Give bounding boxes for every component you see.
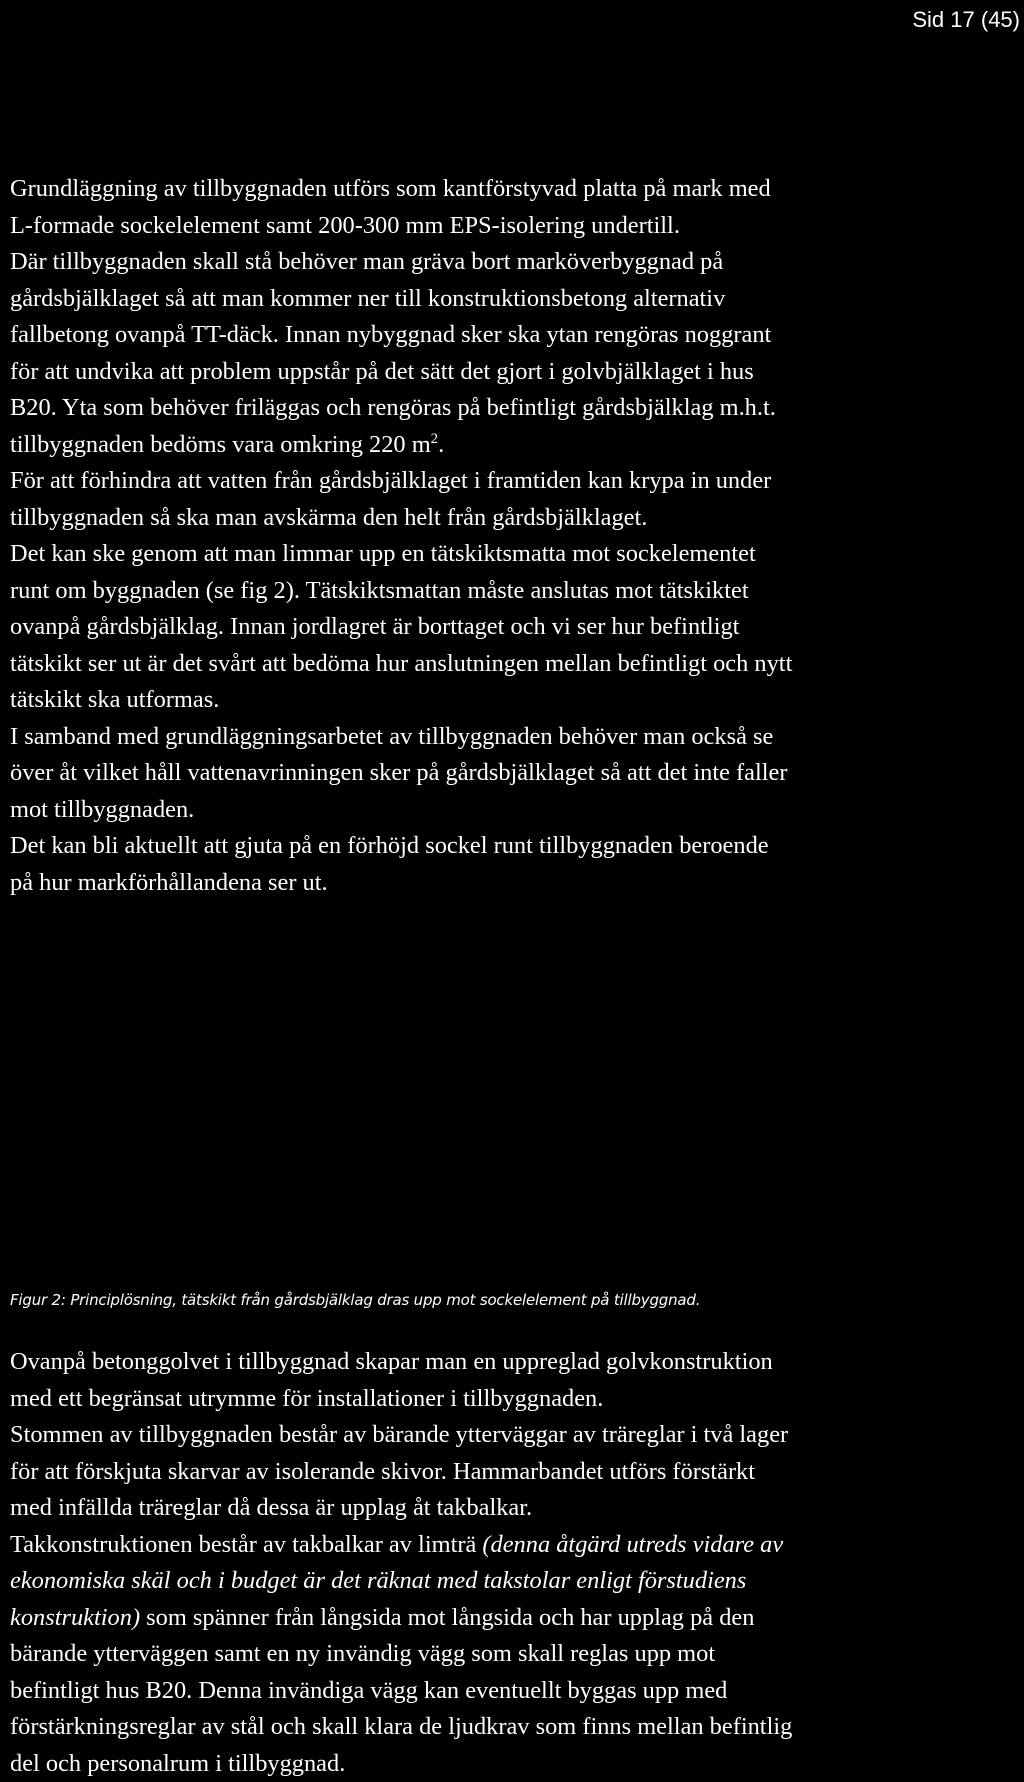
figure-2-image-area — [0, 900, 1024, 1280]
body-text-section-1 — [10, 171, 1022, 901]
text-line: I samband med grundläggningsarbetet av tillbyggnaden behöver man också se — [10, 719, 1022, 756]
text-line: B20. Yta som behöver friläggas och rengöras på befintligt gårdsbjälklag m.h.t. — [10, 390, 1022, 427]
text-line: gårdsbjälklaget så att man kommer ner till konstruktionsbetong alternativ — [10, 281, 1022, 318]
text-line-italic — [10, 1563, 1022, 1600]
text-line: tätskikt ska utformas. — [10, 682, 1022, 719]
text-line: för att undvika att problem uppstår på det sätt det gjort i golvbjälklaget i hus — [10, 354, 1022, 391]
text-line: Grundläggning av tillbyggnaden utförs som kantförstyvad platta på mark med — [10, 171, 1022, 208]
text-line: mot tillbyggnaden. — [10, 792, 1022, 829]
text-line: Ovanpå betonggolvet i tillbyggnad skapar man en uppreglad golvkonstruktion — [10, 1344, 1022, 1381]
text-line: med ett begränsat utrymme för installationer i tillbyggnaden. — [10, 1381, 1022, 1418]
roof-text: Takkonstruktionen består av takbalkar av limträ — [10, 1531, 482, 1558]
text-line: bärande ytterväggen samt en ny invändig vägg som skall reglas upp mot — [10, 1636, 1022, 1673]
text-line: befintligt hus B20. Denna invändiga vägg kan eventuellt byggas upp med — [10, 1673, 1022, 1710]
text-line: ovanpå gårdsbjälklag. Innan jordlagret är borttaget och vi ser hur befintligt — [10, 609, 1022, 646]
text-line: tätskikt ser ut är det svårt att bedöma hur anslutningen mellan befintligt och nytt — [10, 646, 1022, 683]
text-line: på hur markförhållandena ser ut. — [10, 865, 1022, 902]
text-line: L-formade sockelelement samt 200-300 mm EPS-isolering undertill. — [10, 208, 1022, 245]
span-text: som spänner från långsida mot långsida och har upplag på den — [140, 1604, 754, 1631]
roof-note-italic: (denna åtgärd utreds vidare av — [482, 1531, 783, 1558]
page-number: Sid 17 (45) — [912, 2, 1020, 38]
area-superscript: 2 — [431, 431, 439, 447]
text-line: förstärkningsreglar av stål och skall klara de ljudkrav som finns mellan befintlig — [10, 1709, 1022, 1746]
text-line: fallbetong ovanpå TT-däck. Innan nybyggnad sker ska ytan rengöras noggrant — [10, 317, 1022, 354]
text-line: runt om byggnaden (se fig 2). Tätskiktsmattan måste anslutas mot tätskiktet — [10, 573, 1022, 610]
text-line: För att förhindra att vatten från gårdsbjälklaget i framtiden kan krypa in under — [10, 463, 1022, 500]
roof-note-italic: konstruktion) — [10, 1604, 140, 1631]
text-line: Det kan bli aktuellt att gjuta på en förhöjd sockel runt tillbyggnaden beroende — [10, 828, 1022, 865]
text-line: tillbyggnaden så ska man avskärma den helt från gårdsbjälklaget. — [10, 500, 1022, 537]
roof-note-italic: ekonomiska skäl och i budget är det räknat med takstolar enligt förstudiens — [10, 1567, 746, 1594]
area-period: . — [438, 431, 444, 458]
text-line-roof — [10, 1527, 1022, 1564]
text-line: för att förskjuta skarvar av isolerande skivor. Hammarbandet utförs förstärkt — [10, 1454, 1022, 1491]
area-text: tillbyggnaden bedöms vara omkring 220 m — [10, 431, 431, 458]
text-line-area — [10, 427, 1022, 464]
text-line: del och personalrum i tillbyggnad. — [10, 1746, 1022, 1782]
body-text-section-2 — [10, 1344, 1022, 1782]
text-line: över åt vilket håll vattenavrinningen sker på gårdsbjälklaget så att det inte faller — [10, 755, 1022, 792]
text-line-mixed — [10, 1600, 1022, 1637]
figure-caption: Figur 2: Principlösning, tätskikt från gårdsbjälklag dras upp mot sockelelement på tillbyggnad. — [10, 1289, 700, 1311]
text-line: Där tillbyggnaden skall stå behöver man gräva bort marköverbyggnad på — [10, 244, 1022, 281]
text-line: Stommen av tillbyggnaden består av bärande ytterväggar av träreglar i två lager — [10, 1417, 1022, 1454]
text-line: med infällda träreglar då dessa är upplag åt takbalkar. — [10, 1490, 1022, 1527]
text-line: Det kan ske genom att man limmar upp en tätskiktsmatta mot sockelementet — [10, 536, 1022, 573]
